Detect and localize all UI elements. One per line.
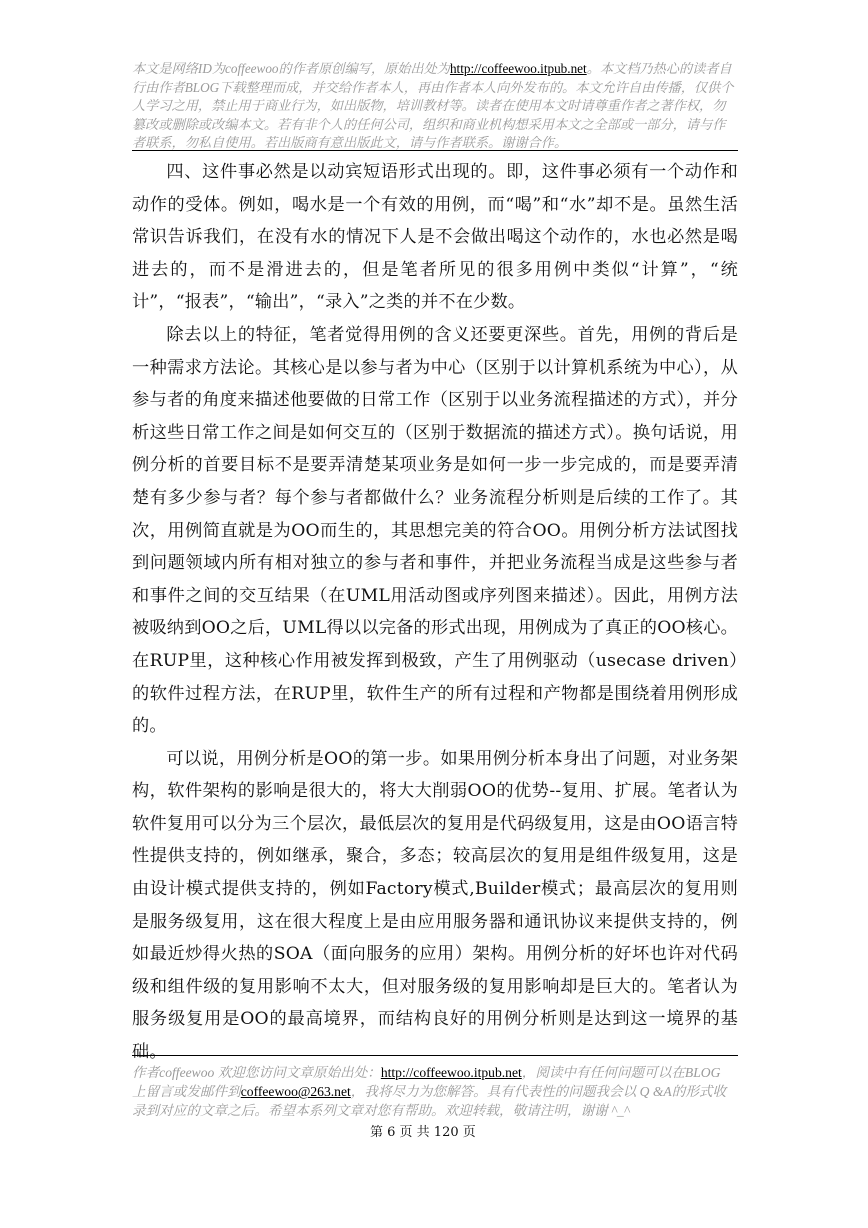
author-footer-note [132, 1063, 732, 1121]
notice-text-before-link: 本文是网络ID为coffeewoo的作者原创编写，原始出处为 [132, 61, 450, 76]
notice-text-after-link: 。本文档乃热心的读者自行由作者BLOG下载整理而成，并交给作者本人，再由作者本人向外发布的。本文允许自由传播，仅供个人学习之用，禁止用于商业行为，如出版物，培训教材等。读者在使用本文时请尊重作者之著作权，勿篡改或删除或改编本文。若有非个人的任何公司，组织和商业机构想采用本文之全部或一部分，请与作者联系，勿私自使用。若出版商有意出版此文，请与作者联系。谢谢合作。 [132, 61, 734, 150]
footer-text: ，阅读中有任何问题可以在BLOG上留言或发邮件到 [132, 1065, 721, 1100]
author-email-link[interactable]: coffeewoo@263.net [240, 1084, 351, 1100]
footer-text: ，我将尽力为您解答。具有代表性的问题我会以 Q &A的形式收录到对应的文章之后。希望本系列文章对您有帮助。欢迎转载，敬请注明，谢谢 ^_^ [132, 1084, 727, 1119]
header-divider [132, 150, 738, 151]
article-body [132, 156, 738, 1069]
copyright-notice [132, 60, 738, 153]
page-number: 第 6 页 共 120 页 [370, 1125, 476, 1140]
paragraph: 可以说，用例分析是OO的第一步。如果用例分析本身出了问题，对业务架构，软件架构的影响是很大的，将大大削弱OO的优势--复用、扩展。笔者认为软件复用可以分为三个层次，最低层次的复用是代码级复用，这是由OO语言特性提供支持的，例如继承，聚合，多态；较高层次的复用是组件级复用，这是由设计模式提供支持的，例如Factory模式,Builder模式；最高层次的复用则是服务级复用，这在很大程度上是由应用服务器和通讯协议来提供支持的，例如最近炒得火热的SOA（面向服务的应用）架构。用例分析的好坏也许对代码级和组件级的复用影响不太大，但对服务级的复用影响却是巨大的。笔者认为服务级复用是OO的最高境界，而结构良好的用例分析则是达到这一境界的基础。 [132, 748, 738, 1063]
footer-text: 作者coffeewoo 欢迎您访问文章原始出处： [132, 1065, 381, 1080]
footer-divider [132, 1055, 738, 1056]
footer-source-link[interactable]: http://coffeewoo.itpub.net [380, 1065, 522, 1080]
source-link[interactable]: http://coffeewoo.itpub.net [449, 61, 587, 76]
paragraph: 除去以上的特征，笔者觉得用例的含义还要更深些。首先，用例的背后是一种需求方法论。其核心是以参与者为中心（区别于以计算机系统为中心），从参与者的角度来描述他要做的日常工作（区别于以业务流程描述的方式），并分析这些日常工作之间是如何交互的（区别于数据流的描述方式）。换句话说，用例分析的首要目标不是要弄清楚某项业务是如何一步一步完成的，而是要弄清楚有多少参与者？每个参与者都做什么？业务流程分析则是后续的工作了。其次，用例简直就是为OO而生的，其思想完美的符合OO。用例分析方法试图找到问题领域内所有相对独立的参与者和事件，并把业务流程当成是这些参与者和事件之间的交互结果（在UML用活动图或序列图来描述）。因此，用例方法被吸纳到OO之后，UML得以以完备的形式出现，用例成为了真正的OO核心。在RUP里，这种核心作用被发挥到极致，产生了用例驱动（usecase driven）的软件过程方法，在RUP里，软件生产的所有过程和产物都是围绕着用例形成的。 [132, 324, 738, 737]
paragraph: 四、这件事必然是以动宾短语形式出现的。即，这件事必须有一个动作和动作的受体。例如，喝水是一个有效的用例，而“喝”和“水”却不是。虽然生活常识告诉我们，在没有水的情况下人是不会做出喝这个动作的，水也必然是喝进去的，而不是滑进去的，但是笔者所见的很多用例中类似“计算”，“统计”，“报表”，“输出”，“录入”之类的并不在少数。 [132, 162, 738, 313]
